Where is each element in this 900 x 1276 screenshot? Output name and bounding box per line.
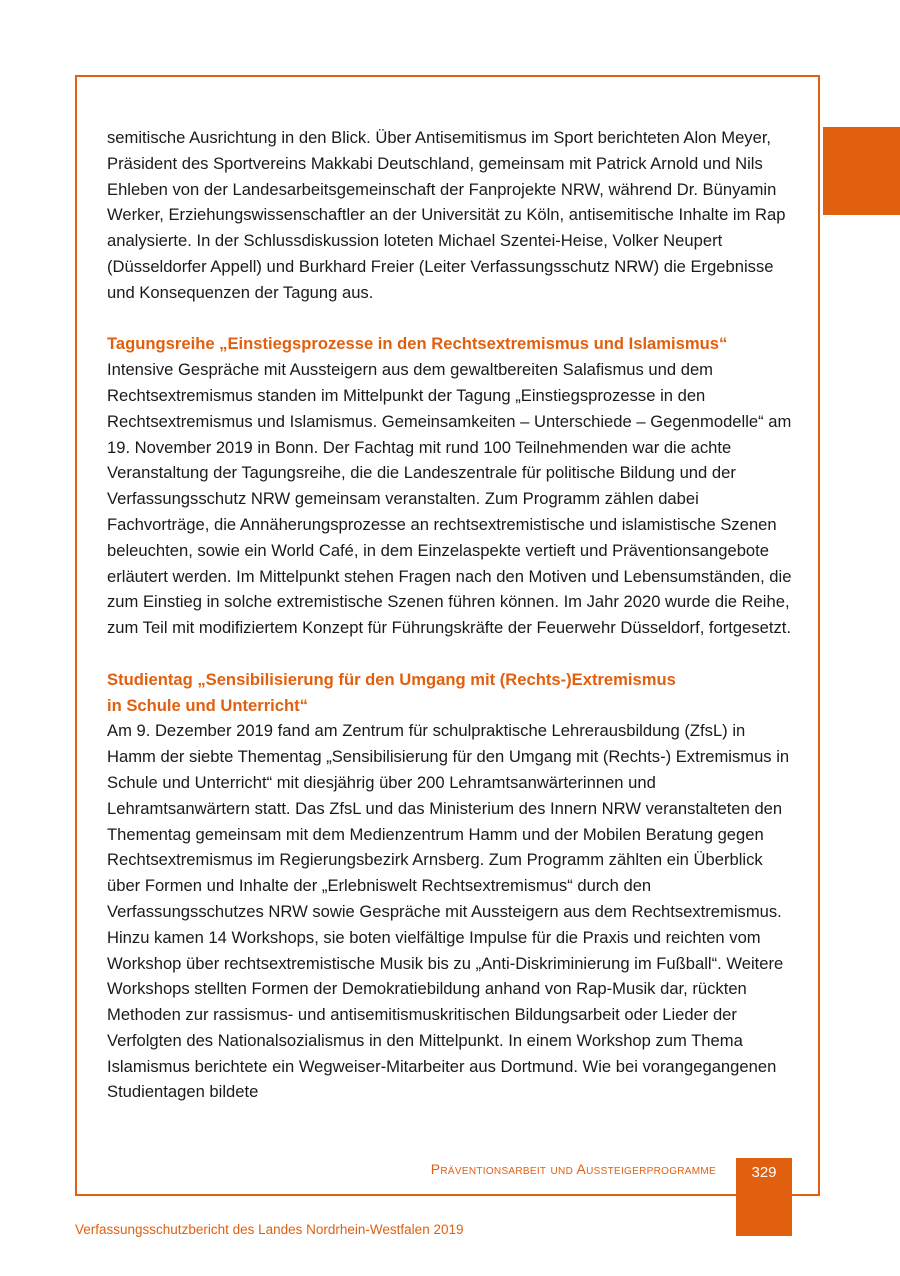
page-number: 329: [751, 1164, 777, 1181]
publication-title: Verfassungsschutzbericht des Landes Nordrhein-Westfalen 2019: [75, 1222, 464, 1237]
page-number-box: [736, 1158, 792, 1236]
section-heading-tagungsreihe: Tagungsreihe „Einstiegsprozesse in den Rechtsextremismus und Islamismus“: [107, 334, 728, 354]
section-heading-studientag: [107, 667, 792, 719]
section-body-tagungsreihe: Intensive Gespräche mit Aussteigern aus dem gewaltbereiten Salafismus und dem Rechtsextremismus standen im Mittelpunkt der Tagung „Einstiegsprozesse in den Rechtsextremismus und Islamismus. Gemeinsamkeiten – Unterschiede – Gegenmodelle“ am 19. November 2019 in Bonn. Der Fachtag mit rund 100 Teilnehmenden war die achte Veranstaltung der Tagungsreihe, die die Landeszentrale für politische Bildung und der Verfassungsschutz NRW gemeinsam veranstalten. Zum Programm zählen dabei Fachvorträge, die Annäherungsprozesse an rechtsextremistische und islamistische Szenen beleuchten, sowie ein World Café, in dem Einzelaspekte vertieft und Präventionsangebote erläutert werden. Im Mittelpunkt stehen Fragen nach den Motiven und Lebensumständen, die zum Einstieg in solche extremistische Szenen führen können. Im Jahr 2020 wurde die Reihe, zum Teil mit modifiziertem Konzept für Führungskräfte der Feuerwehr Düsseldorf, fortgesetzt.: [107, 360, 792, 638]
side-tab-marker: [823, 127, 900, 215]
section-heading-studientag-line2: in Schule und Unterricht“: [107, 695, 308, 715]
section-body-studientag: Am 9. Dezember 2019 fand am Zentrum für schulpraktische Lehrerausbildung (ZfsL) in Hamm der siebte Thementag „Sensibilisierung für den Umgang mit (Rechts-) Extremismus in Schule und Unterricht“ mit diesjährig über 200 Lehramtsanwärterinnen und Lehramtsanwärtern statt. Das ZfsL und das Ministerium des Innern NRW veranstalteten den Thementag gemeinsam mit dem Medienzentrum Hamm und der Mobilen Beratung gegen Rechtsextremismus im Regierungsbezirk Arnsberg. Zum Programm zählten ein Überblick über Formen und Inhalte der „Erlebniswelt Rechtsextremismus“ durch den Verfassungsschutzes NRW sowie Gespräche mit Aussteigern aus dem Rechtsextremismus. Hinzu kamen 14 Workshops, sie boten vielfältige Impulse für die Praxis und reichten vom Workshop über rechtsextremistische Musik bis zu „Anti-Diskriminierung im Fußball“. Weitere Workshops stellten Formen der Demokratiebildung anhand von Rap-Musik dar, rückten Methoden zur rassismus- und antisemitismuskritischen Bildungsarbeit oder Lieder der Verfolgten des Nationalsozialismus in den Mittelpunkt. In einem Workshop zum Thema Islamismus berichtete ein Wegweiser-Mitarbeiter aus Dortmund. Wie bei vorangegangenen Studientagen bildete: [107, 721, 790, 1102]
chapter-title: Präventionsarbeit und Aussteigerprogramme: [430, 1161, 716, 1177]
intro-paragraph: semitische Ausrichtung in den Blick. Über Antisemitismus im Sport berichteten Alon Meyer, Präsident des Sportvereins Makkabi Deutschland, gemeinsam mit Patrick Arnold und Nils Ehleben von der Landesarbeitsgemeinschaft der Fanprojekte NRW, während Dr. Bünyamin Werker, Erziehungswissenschaftler an der Universität zu Köln, antisemitische Inhalte im Rap analysierte. In der Schlussdiskussion loteten Michael Szentei-Heise, Volker Neupert (Düsseldorfer Appell) und Burkhard Freier (Leiter Verfassungsschutz NRW) die Ergebnisse und Konsequenzen der Tagung aus.: [107, 128, 786, 302]
section-heading-studientag-line1: Studientag „Sensibilisierung für den Umgang mit (Rechts-)Extremismus: [107, 669, 676, 689]
main-text: [107, 125, 792, 1105]
